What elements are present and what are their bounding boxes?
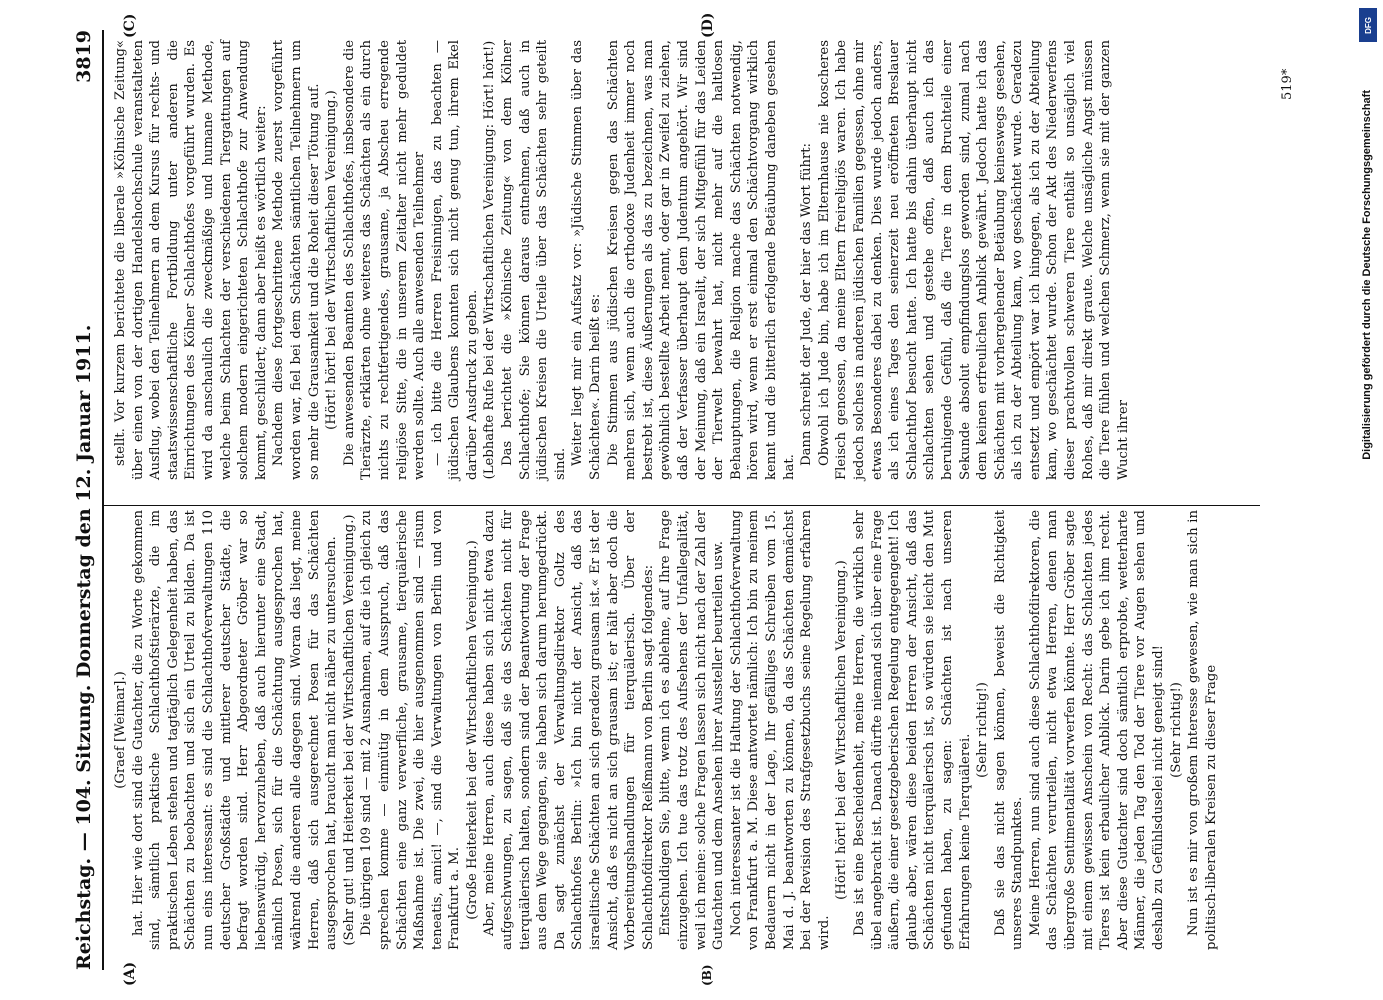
- left-column-paragraph: Die übrigen 109 sind — mit 2 Ausnahmen, auf die ich gleich zu sprechen komme — einmütig in dem Ausspruch, daß das Schächten eine ganz verwerfliche, grausame, tierquälerische Maßnahme ist. Die zwei, die hier ausgenommen sind — risum teneatis, amici! —, sind die Verwaltungen von Berlin und von Frankfurt a. M.: [359, 510, 463, 950]
- margin-mark-b: (B): [700, 964, 714, 986]
- column-divider: [104, 505, 1260, 506]
- header-title: Reichstag. — 104. Sitzung. Donnerstag den 12. Januar 1911.: [73, 324, 95, 970]
- left-column-paragraph: (Hört! hört! bei der Wirtschaftlichen Vereinigung.): [834, 560, 850, 900]
- right-column-paragraph: (Lebhafte Rufe bei der Wirtschaftlichen Vereinigung: Hört! hört!): [482, 40, 498, 480]
- left-column: [112, 510, 1220, 950]
- newspaper-page: [60, 0, 1330, 1000]
- margin-mark-d: (D): [700, 12, 716, 38]
- left-column-paragraph: Nun ist es mir von großem Interesse gewesen, wie man sich in politisch-liberalen Kreisen zu dieser Frage: [1186, 510, 1219, 950]
- left-column-paragraph: Entschuldigen Sie, bitte, wenn ich es ablehne, auf Ihre Frage einzugehen. Ich tue das trotz des Aufsehens der Unfallegalität, weil ich meine: solche Fragen lassen sich nicht nach der Zahl der Gutachten und dem Ansehen ihrer Aussteller beurteilen usw.: [658, 510, 727, 950]
- right-column-paragraph: Die anwesenden Beamten des Schlachthofes, insbesondere die Tierärzte, erklärten ohne weiteres das Schächten als ein durch nichts zu rechtfertigendes, grausame, ja Abscheu erregende religiöse Sitte, die in unserem Zeitalter nicht mehr geduldet werden sollte. Auch alle anwesenden Teilnehmer: [341, 40, 428, 480]
- left-column-paragraph: Aber, meine Herren, auch diese haben sich nicht etwa dazu aufgeschwungen, zu sagen, daß sie das Schächten nicht für tierquälerisch halten, sondern sind der Beantwortung der Frage aus dem Wege gegangen, sie haben sich darum herumgedrückt. Da sagt zunächst der Verwaltungsdirektor Goltz des Schlachthofes Berlin: »Ich bin nicht der Ansicht, daß das israelitische Schächten an sich geradezu grausam ist.« Er ist der Ansicht, daß es nicht an sich grausam ist; er hält aber doch die Vorbereitungshandlungen für tierquälerisch. Über der Schlachthofdirektor Reißmann von Berlin sagt folgendes:: [482, 510, 656, 950]
- header-rule: [102, 30, 104, 970]
- margin-mark-c: (C): [122, 13, 138, 38]
- left-column-paragraph: (Sehr gut! und Heiterkeit bei der Wirtschaftlichen Vereinigung.): [341, 514, 357, 946]
- right-column-paragraph: Das berichtet die »Kölnische Zeitung« von dem Kölner Schlachthofe; Sie können daraus entnehmen, daß auch in jüdischen Kreisen die Urteile über das Schächten sehr geteilt sind.: [500, 40, 568, 480]
- right-column-paragraph: Weiter liegt mir ein Aufsatz vor: »Jüdische Stimmen über das Schächten«. Darin heißt es:: [570, 40, 604, 480]
- dfg-sidebar: [1355, 0, 1381, 1000]
- right-column-paragraph: Dann schreibt der Jude, der hier das Wort führt:: [799, 143, 815, 466]
- right-column-paragraph: Die Stimmen aus jüdischen Kreisen gegen das Schächten mehren sich, wenn auch die orthodoxe Judenheit immer noch bestrebt ist, diese Äußerungen als das zu bezeichnen, was man gewöhnlich bestellte Arbeit nennt, oder gar in Zweifel zu ziehen, daß der Verfasser überhaupt dem Judentum angehört. Wir sind der Meinung, daß ein Israelit, der sich Mitgefühl für das Leiden der Tierwelt bewahrt hat, nicht mehr auf die haltlosen Behauptungen, die Religion mache das Schächten notwendig, hören wird, wenn er erst einmal den Schächtvorgang wirklich kennt und die bitterlich erfolgende Betäubung daneben gesehen hat.: [605, 40, 797, 480]
- dfg-credit-text: Digitalisierung gefördert durch die Deutsche Forschungsgemeinschaft: [1361, 90, 1373, 460]
- right-column-paragraph: — ich bitte die Herren Freisinnigen, das zu beachten — jüdischen Glaubens konnten sich nicht genug tun, ihrem Ekel darüber Ausdruck zu geben.: [429, 40, 480, 480]
- signature-mark: 519*: [1280, 68, 1295, 100]
- left-column-paragraph: Noch interessanter ist die Haltung der Schlachthofverwaltung von Frankfurt a. M. Diese antwortet nämlich: Ich bin zu meinem Bedauern nicht in der Lage, Ihr gefälliges Schreiben vom 15. Mai d. J. beantworten zu können, da das Schächten demnächst bei der Revision des Strafgesetzbuchs seine Regelung erfahren wird.: [728, 510, 832, 950]
- page-number: 3819: [73, 30, 95, 83]
- right-column-paragraph: Obwohl ich Jude bin, habe ich im Elternhause nie koscheres Fleisch genossen, da meine Eltern freireligiös waren. Ich habe jedoch solches in anderen jüdischen Familien gegessen, ohne mir etwas Besonderes dabei zu denken. Dies wurde jedoch anders, als ich eines Tages den seinerzeit neu eröffneten Breslauer Schlachthof besucht hatte. Ich hatte bis dahin überhaupt nicht schlachten sehen und gestehe offen, daß auch ich das beruhigende Gefühl, daß die Tiere in dem Bruchteile einer Sekunde absolut empfindungslos geworden sind, zumal nach dem keinen erfreulichen Anblick gewährt. Jedoch hatte ich das Schächten mit vorhergehender Betäubung keineswegs gesehen, als ich zu der Abteilung kam, wo geschächtet wurde. Geradezu entsetzt und empört war ich hingegen, als ich zu der Abteilung kam, wo geschächtet wurde. Schon der Akt des Niederwerfens dieser prachtvollen schweren Tiere enthält so unsäglich viel Rohes, daß mir direkt graute. Welche unsägliche Angst müssen die Tiere fühlen und welchen Schmerz, wenn sie mit der ganzen Wucht ihrer: [816, 40, 1131, 480]
- left-column-paragraph: Das ist eine Bescheidenheit, meine Herren, die wirklich sehr übel angebracht ist. Danach dürfte niemand sich über eine Frage äußern, die einer gesetzgeberischen Regelung entgegengeht! Ich glaube aber, wären diese beiden Herren der Ansicht, daß das Schächten nicht tierquälerisch ist, so würden sie leicht den Mut gefunden haben, zu sagen: Schächten ist nach unseren Erfahrungen keine Tierquälerei.: [851, 510, 973, 950]
- margin-mark-a: (A): [122, 961, 138, 986]
- left-column-paragraph: Daß sie das nicht sagen können, beweist die Richtigkeit unseres Standpunktes.: [992, 510, 1026, 950]
- right-column-paragraph: Nachdem diese fortgeschrittene Methode zuerst vorgeführt worden war, fiel bei dem Schächten sämtlichen Teilnehmern um so mehr die Grausamkeit und die Roheit dieser Tötung auf.: [271, 40, 322, 480]
- page-header: [70, 30, 98, 970]
- left-column-paragraph: (Sehr richtig!): [975, 682, 991, 778]
- left-column-paragraph: (Graef [Weimar].): [113, 671, 128, 789]
- right-column-paragraph: stellt. Vor kurzem berichtete die liberale »Kölnische Zeitung« über einen von der dortigen Handelshochschule veranstalteten Ausflug, wobei den Teilnehmern an dem Kursus für rechts- und staatswissenschaftliche Fortbildung unter anderen die Einrichtungen des Kölner Schlachthofes vorgeführt wurden. Es wird da anschaulich die zweckmäßige und humane Methode, welche beim Schlachten der verschiedenen Tiergattungen auf solchem modern eingerichteten Schlachthofe zur Anwendung kommt, geschildert; dann aber heißt es wörtlich weiter:: [113, 40, 269, 480]
- dfg-logo: DFG: [1359, 8, 1377, 42]
- left-column-paragraph: hat. Hier wie dort sind die Gutachter, die zu Worte gekommen sind, sämtlich praktische Schlachthofstierärzte, die im praktischen Leben stehen und tagtäglich Gelegenheit haben, das Schächten zu beobachten und sich ein Urteil zu bilden. Da ist nun eins interessant: es sind die Schlachthofverwaltungen 110 deutscher Großstädte und mittlerer deutscher Städte, die befragt worden sind. Herr Abgeordneter Gröber war so liebenswürdig, hervorzuheben, daß auch hierunter eine Stadt, nämlich Posen, sich für die Schächtung ausgesprochen hat, während die anderen alle dagegen sind. Woran das liegt, meine Herren, daß sich ausgerechnet Posen für das Schächten ausgesprochen hat, braucht man nicht näher zu untersuchen.: [130, 510, 340, 950]
- right-column: [112, 40, 1132, 480]
- right-column-paragraph: (Hört! hört! bei der Wirtschaftlichen Vereinigung.): [324, 90, 340, 430]
- left-column-paragraph: Meine Herren, nun sind auch diese Schlachthofdirektoren, die das Schächten verurteilen, nicht etwa Herren, denen man übergroße Sentimentalität vorwerfen könnte. Herr Gröber sagte mit einem gewissen Anschein von Recht: das Schlachten jedes Tieres ist kein erbaulicher Anblick. Darin gebe ich ihm recht. Aber diese Gutachter sind doch sämtlich erprobte, wetterharte Männer, die jeden Tag den Tod der Tiere vor Augen sehen und deshalb zu Gefühlsduselei nicht geneigt sind!: [1027, 510, 1167, 950]
- left-column-paragraph: (Sehr richtig!): [1168, 682, 1184, 778]
- left-column-paragraph: (Große Heiterkeit bei der Wirtschaftlichen Vereinigung.): [464, 540, 480, 920]
